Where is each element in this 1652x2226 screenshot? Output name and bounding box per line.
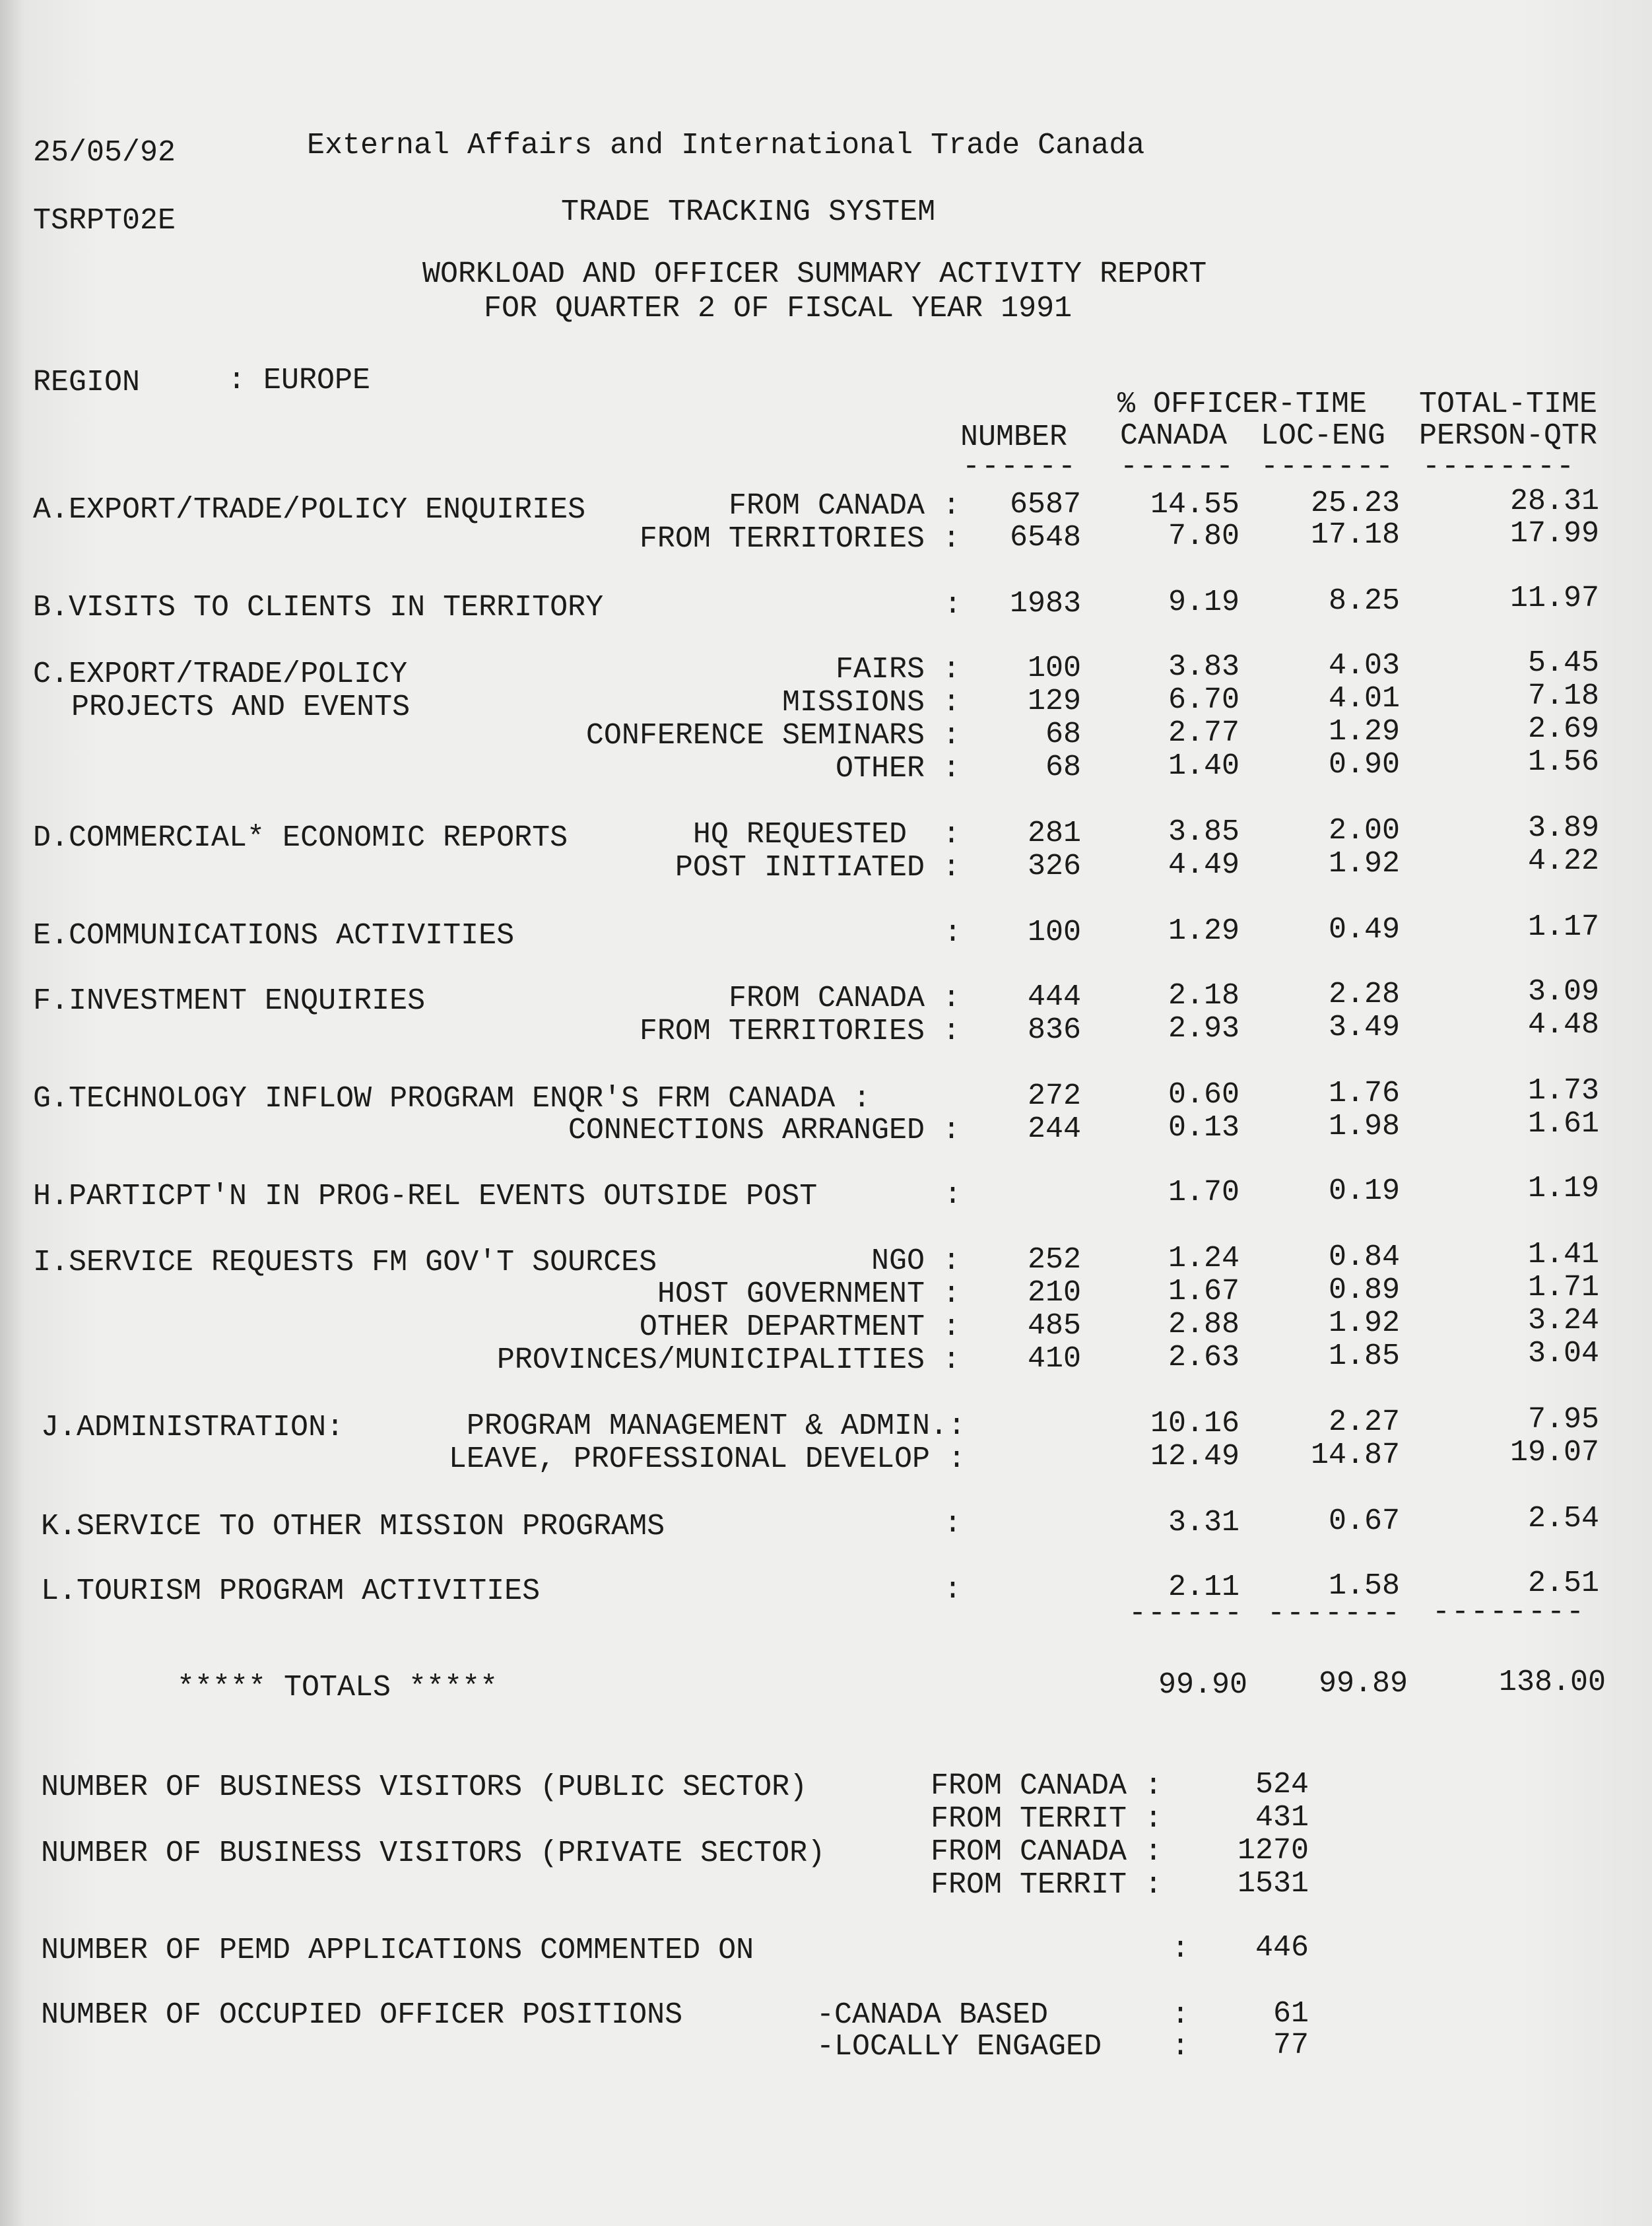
- col-canada-underline: ------: [1120, 450, 1236, 484]
- row-d1-number: 281: [1027, 817, 1081, 850]
- row-i3-total: 3.24: [1527, 1304, 1599, 1337]
- row-i1-total: 1.41: [1527, 1238, 1599, 1271]
- row-i3-sub: OTHER DEPARTMENT :: [639, 1310, 960, 1344]
- row-c1-sub: FAIRS :: [835, 653, 960, 687]
- row-l-loc-eng: 1.58: [1328, 1569, 1400, 1603]
- row-f2-number: 836: [1027, 1013, 1081, 1047]
- row-d2-number: 326: [1027, 850, 1081, 883]
- row-d2-total: 4.22: [1527, 844, 1599, 878]
- row-a2-sub: FROM TERRITORIES :: [639, 522, 960, 556]
- row-f1-total: 3.09: [1527, 975, 1599, 1009]
- row-c-label-2: PROJECTS AND EVENTS: [71, 691, 411, 724]
- officer-canada-colon: :: [1172, 1998, 1190, 2032]
- row-c4-total: 1.56: [1527, 745, 1599, 779]
- row-i2-total: 1.71: [1527, 1271, 1599, 1304]
- pemd-label: NUMBER OF PEMD APPLICATIONS COMMENTED ON: [41, 1934, 754, 1967]
- row-i2-loc-eng: 0.89: [1328, 1273, 1400, 1307]
- row-j2-total: 19.07: [1509, 1436, 1599, 1469]
- row-l-canada: 2.11: [1168, 1570, 1239, 1604]
- row-i2-sub: HOST GOVERNMENT :: [657, 1277, 960, 1311]
- row-k-total: 2.54: [1527, 1502, 1599, 1535]
- row-i2-number: 210: [1027, 1276, 1081, 1310]
- totals-label: ***** TOTALS *****: [177, 1671, 498, 1704]
- row-c2-loc-eng: 4.01: [1328, 682, 1400, 716]
- organization-name: External Affairs and International Trade Canada: [307, 129, 1145, 162]
- row-h-total: 1.19: [1527, 1172, 1599, 1205]
- row-j1-loc-eng: 2.27: [1328, 1405, 1400, 1439]
- officer-canada-label: -CANADA BASED: [816, 1998, 1049, 2032]
- totals-loc-eng: 99.89: [1318, 1667, 1408, 1701]
- row-i3-number: 485: [1027, 1309, 1081, 1343]
- row-l-colon: :: [944, 1573, 962, 1607]
- row-a1-number: 6587: [1009, 488, 1081, 522]
- col-number-underline: ------: [962, 450, 1078, 484]
- row-c3-total: 2.69: [1527, 712, 1599, 746]
- report-date: 25/05/92: [33, 136, 176, 170]
- row-i4-loc-eng: 1.85: [1328, 1339, 1400, 1373]
- row-j-label: J.ADMINISTRATION:: [41, 1411, 345, 1444]
- col-number-header: NUMBER: [960, 421, 1068, 454]
- row-a2-number: 6548: [1009, 521, 1081, 555]
- row-c2-canada: 6.70: [1168, 683, 1239, 717]
- officer-local-value: 77: [1272, 2029, 1309, 2062]
- row-i2-canada: 1.67: [1168, 1275, 1239, 1308]
- row-f2-canada: 2.93: [1168, 1012, 1239, 1046]
- row-c2-total: 7.18: [1527, 679, 1599, 713]
- totals-canada: 99.90: [1158, 1668, 1247, 1702]
- row-d1-sub: HQ REQUESTED :: [692, 818, 960, 852]
- totals-canada-underline: ------: [1129, 1597, 1244, 1631]
- row-g1-canada: 0.60: [1168, 1078, 1239, 1112]
- row-j1-total: 7.95: [1527, 1403, 1599, 1436]
- row-b-label: B.VISITS TO CLIENTS IN TERRITORY: [33, 591, 604, 624]
- row-i1-number: 252: [1027, 1243, 1081, 1277]
- row-d1-loc-eng: 2.00: [1328, 814, 1400, 848]
- row-b-loc-eng: 8.25: [1328, 584, 1400, 618]
- officer-local-colon: :: [1172, 2030, 1190, 2064]
- private-from-canada-label: FROM CANADA :: [931, 1835, 1163, 1869]
- row-b-colon: :: [944, 588, 962, 622]
- row-d-label: D.COMMERCIAL* ECONOMIC REPORTS: [33, 821, 568, 855]
- row-i4-number: 410: [1027, 1342, 1081, 1376]
- row-e-canada: 1.29: [1168, 914, 1239, 948]
- report-title-line2: FOR QUARTER 2 OF FISCAL YEAR 1991: [484, 292, 1073, 325]
- row-i4-total: 3.04: [1527, 1337, 1599, 1370]
- row-j2-loc-eng: 14.87: [1310, 1438, 1400, 1472]
- pemd-value: 446: [1255, 1931, 1309, 1965]
- row-b-canada: 9.19: [1168, 586, 1239, 619]
- public-visitors-label: NUMBER OF BUSINESS VISITORS (PUBLIC SECTOR): [41, 1771, 808, 1804]
- row-h-canada: 1.70: [1168, 1176, 1239, 1209]
- public-from-canada-value: 524: [1255, 1768, 1309, 1802]
- row-c4-number: 68: [1045, 751, 1081, 784]
- row-i3-loc-eng: 1.92: [1328, 1306, 1400, 1340]
- report-code: TSRPT02E: [33, 204, 176, 238]
- officer-local-label: -LOCALLY ENGAGED: [816, 2030, 1102, 2064]
- row-c3-number: 68: [1045, 718, 1081, 751]
- private-from-territ-label: FROM TERRIT :: [931, 1868, 1163, 1902]
- public-from-canada-label: FROM CANADA :: [931, 1769, 1163, 1803]
- row-a2-canada: 7.80: [1168, 520, 1239, 553]
- row-e-colon: :: [944, 916, 962, 950]
- row-j1-sub: PROGRAM MANAGEMENT & ADMIN.:: [466, 1409, 966, 1443]
- row-c4-canada: 1.40: [1168, 749, 1239, 783]
- row-g2-canada: 0.13: [1168, 1111, 1239, 1145]
- row-k-colon: :: [944, 1507, 962, 1541]
- row-c-label-1: C.EXPORT/TRADE/POLICY: [33, 658, 408, 691]
- row-a1-loc-eng: 25.23: [1310, 487, 1400, 520]
- row-g-label: G.TECHNOLOGY INFLOW PROGRAM ENQR'S FRM CANADA :: [33, 1082, 871, 1116]
- row-c1-total: 5.45: [1527, 646, 1599, 680]
- row-h-label: H.PARTICPT'N IN PROG-REL EVENTS OUTSIDE POST: [33, 1180, 818, 1213]
- row-k-canada: 3.31: [1168, 1506, 1239, 1539]
- row-d1-canada: 3.85: [1168, 815, 1239, 849]
- col-total-time-header: TOTAL-TIME: [1419, 388, 1598, 421]
- row-l-label: L.TOURISM PROGRAM ACTIVITIES: [41, 1574, 541, 1608]
- row-a1-sub: FROM CANADA :: [728, 489, 960, 523]
- row-f1-loc-eng: 2.28: [1328, 978, 1400, 1011]
- officer-canada-value: 61: [1272, 1997, 1309, 2031]
- public-from-territ-label: FROM TERRIT :: [931, 1802, 1163, 1836]
- officer-positions-label: NUMBER OF OCCUPIED OFFICER POSITIONS: [41, 1998, 683, 2032]
- row-e-label: E.COMMUNICATIONS ACTIVITIES: [33, 919, 515, 953]
- row-f2-loc-eng: 3.49: [1328, 1011, 1400, 1044]
- row-i1-loc-eng: 0.84: [1328, 1240, 1400, 1274]
- row-c3-loc-eng: 1.29: [1328, 715, 1400, 749]
- row-g2-loc-eng: 1.98: [1328, 1110, 1400, 1143]
- totals-total-time: 138.00: [1498, 1666, 1606, 1699]
- private-visitors-label: NUMBER OF BUSINESS VISITORS (PRIVATE SECTOR): [41, 1837, 826, 1870]
- row-a2-total: 17.99: [1509, 517, 1599, 551]
- row-d2-sub: POST INITIATED :: [675, 851, 960, 885]
- row-g2-sub: CONNECTIONS ARRANGED :: [568, 1114, 960, 1147]
- row-d2-canada: 4.49: [1168, 848, 1239, 882]
- row-c2-number: 129: [1027, 685, 1081, 718]
- row-d2-loc-eng: 1.92: [1328, 847, 1400, 881]
- totals-total-underline: --------: [1432, 1596, 1586, 1629]
- col-canada-header: CANADA: [1120, 419, 1228, 453]
- private-from-canada-value: 1270: [1237, 1834, 1309, 1868]
- col-officer-time-header: % OFFICER-TIME: [1117, 388, 1368, 421]
- row-i3-canada: 2.88: [1168, 1308, 1239, 1341]
- row-f-label: F.INVESTMENT ENQUIRIES: [33, 984, 426, 1018]
- row-j2-sub: LEAVE, PROFESSIONAL DEVELOP :: [448, 1442, 966, 1476]
- row-k-loc-eng: 0.67: [1328, 1504, 1400, 1538]
- row-a1-total: 28.31: [1509, 485, 1599, 518]
- totals-loc-eng-underline: -------: [1267, 1597, 1402, 1631]
- row-e-total: 1.17: [1527, 910, 1599, 944]
- col-person-qtr-header: PERSON-QTR: [1419, 419, 1598, 453]
- row-g1-number: 272: [1027, 1079, 1081, 1113]
- row-f2-sub: FROM TERRITORIES :: [639, 1015, 960, 1048]
- row-c4-sub: OTHER :: [835, 752, 960, 786]
- public-from-territ-value: 431: [1255, 1801, 1309, 1835]
- region-label: REGION: [33, 366, 141, 399]
- row-i1-sub: NGO :: [871, 1244, 960, 1278]
- report-title-line1: WORKLOAD AND OFFICER SUMMARY ACTIVITY REPORT: [422, 257, 1207, 291]
- row-a2-loc-eng: 17.18: [1310, 518, 1400, 552]
- row-k-label: K.SERVICE TO OTHER MISSION PROGRAMS: [41, 1510, 665, 1543]
- row-c2-sub: MISSIONS :: [781, 686, 960, 720]
- row-j1-canada: 10.16: [1150, 1407, 1239, 1440]
- row-c4-loc-eng: 0.90: [1328, 748, 1400, 782]
- row-a-label: A.EXPORT/TRADE/POLICY ENQUIRIES: [33, 493, 586, 527]
- row-h-colon: :: [944, 1178, 962, 1212]
- row-f1-sub: FROM CANADA :: [728, 982, 960, 1015]
- row-e-loc-eng: 0.49: [1328, 913, 1400, 947]
- row-c1-loc-eng: 4.03: [1328, 649, 1400, 683]
- row-a1-canada: 14.55: [1150, 488, 1239, 522]
- col-loc-eng-underline: -------: [1261, 450, 1395, 484]
- row-i4-sub: PROVINCES/MUNICIPALITIES :: [496, 1343, 960, 1377]
- row-i-label: I.SERVICE REQUESTS FM GOV'T SOURCES: [33, 1246, 657, 1279]
- row-c1-canada: 3.83: [1168, 650, 1239, 684]
- row-g2-total: 1.61: [1527, 1107, 1599, 1141]
- row-i4-canada: 2.63: [1168, 1341, 1239, 1374]
- row-b-total: 11.97: [1509, 582, 1599, 615]
- row-j2-canada: 12.49: [1150, 1440, 1239, 1473]
- row-c1-number: 100: [1027, 652, 1081, 685]
- col-loc-eng-header: LOC-ENG: [1261, 419, 1386, 453]
- row-h-loc-eng: 0.19: [1328, 1174, 1400, 1208]
- row-f2-total: 4.48: [1527, 1008, 1599, 1042]
- system-name: TRADE TRACKING SYSTEM: [561, 195, 936, 229]
- region-value: : EUROPE: [228, 364, 371, 397]
- row-c3-sub: CONFERENCE SEMINARS :: [585, 719, 960, 753]
- pemd-colon: :: [1172, 1932, 1190, 1966]
- row-i1-canada: 1.24: [1168, 1242, 1239, 1275]
- row-f1-number: 444: [1027, 980, 1081, 1014]
- row-l-total: 2.51: [1527, 1567, 1599, 1600]
- row-f1-canada: 2.18: [1168, 979, 1239, 1013]
- row-b-number: 1983: [1009, 587, 1081, 621]
- row-e-number: 100: [1027, 916, 1081, 949]
- private-from-territ-value: 1531: [1237, 1867, 1309, 1901]
- scan-edge-shadow: [0, 0, 25, 2226]
- row-g1-total: 1.73: [1527, 1074, 1599, 1108]
- row-d1-total: 3.89: [1527, 811, 1599, 845]
- col-person-qtr-underline: --------: [1422, 450, 1576, 484]
- row-g2-number: 244: [1027, 1112, 1081, 1146]
- row-c3-canada: 2.77: [1168, 716, 1239, 750]
- row-g1-loc-eng: 1.76: [1328, 1077, 1400, 1110]
